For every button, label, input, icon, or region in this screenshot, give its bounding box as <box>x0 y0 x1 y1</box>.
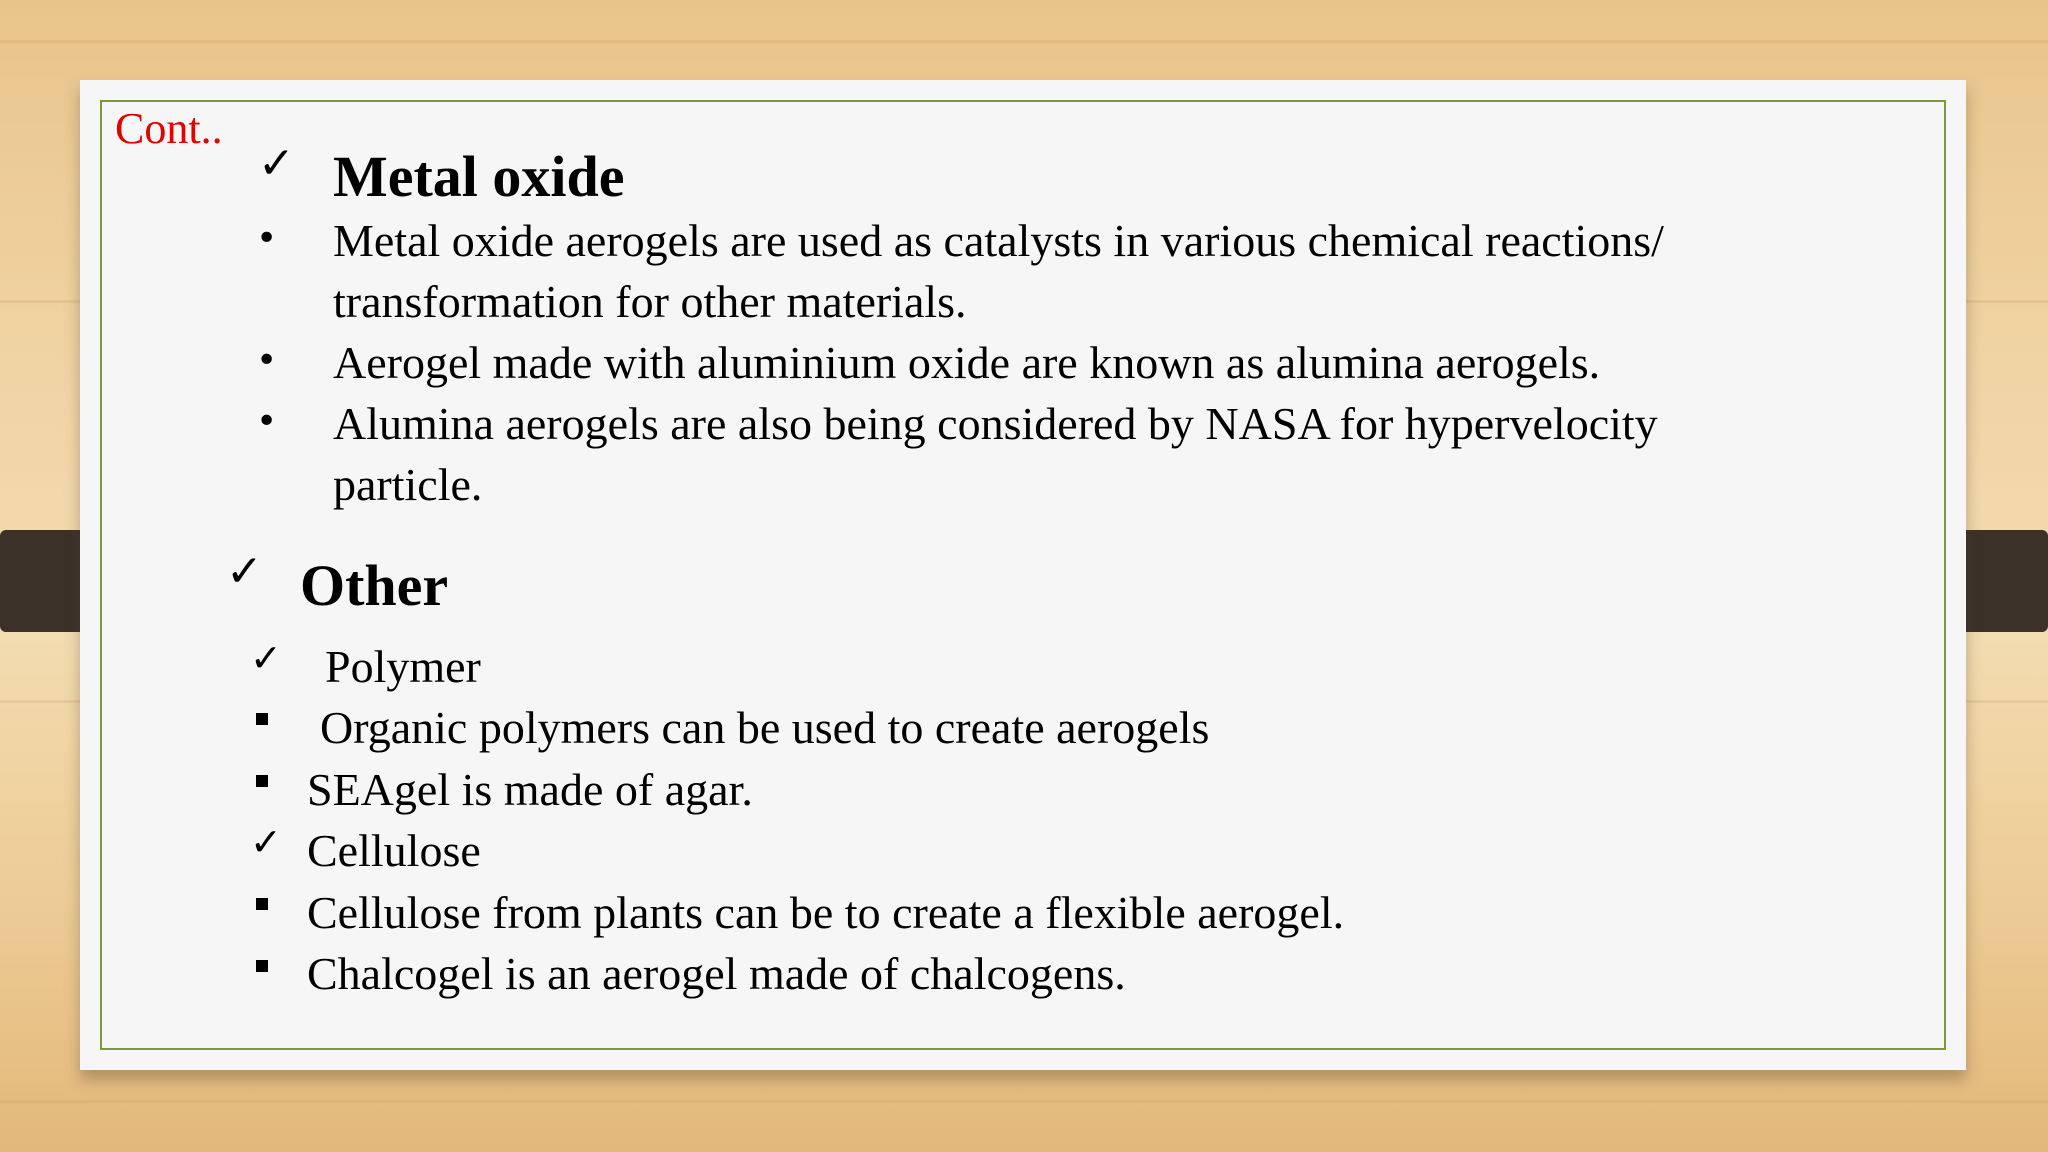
checkmark-icon: ✓ <box>250 636 282 680</box>
bullet-text: Metal oxide aerogels are used as catalysts in various chemical reactions/ <box>333 215 1664 266</box>
list-item: Cellulose from plants can be to create a flexible aerogel. <box>307 887 1345 938</box>
bullet-text-cont: transformation for other materials. <box>333 276 967 327</box>
wood-streak <box>0 1100 2048 1103</box>
bullet-text-cont: particle. <box>333 459 483 510</box>
bullet-dot-icon: • <box>256 401 278 442</box>
list-item: Cellulose <box>307 825 481 876</box>
list-item: SEAgel is made of agar. <box>307 764 753 815</box>
cont-label: Cont.. <box>115 104 223 153</box>
wood-streak <box>0 40 2048 43</box>
square-bullet-icon <box>256 775 268 787</box>
bullet-text: Aerogel made with aluminium oxide are known as alumina aerogels. <box>333 337 1601 388</box>
bullet-text: Alumina aerogels are also being considered by NASA for hypervelocity <box>333 398 1658 449</box>
section-heading-metal-oxide: Metal oxide <box>333 144 625 209</box>
square-bullet-icon <box>256 898 268 910</box>
checkmark-icon: ✓ <box>226 546 263 597</box>
checkmark-icon: ✓ <box>250 820 282 864</box>
list-item: Organic polymers can be used to create aerogels <box>320 702 1210 753</box>
bullet-dot-icon: • <box>256 218 278 259</box>
square-bullet-icon <box>256 960 268 972</box>
bullet-dot-icon: • <box>256 340 278 381</box>
list-item: Polymer <box>325 641 481 692</box>
square-bullet-icon <box>256 713 268 725</box>
checkmark-icon: ✓ <box>258 138 295 189</box>
section-heading-other: Other <box>300 553 449 618</box>
list-item: Chalcogel is an aerogel made of chalcogens. <box>307 948 1126 999</box>
